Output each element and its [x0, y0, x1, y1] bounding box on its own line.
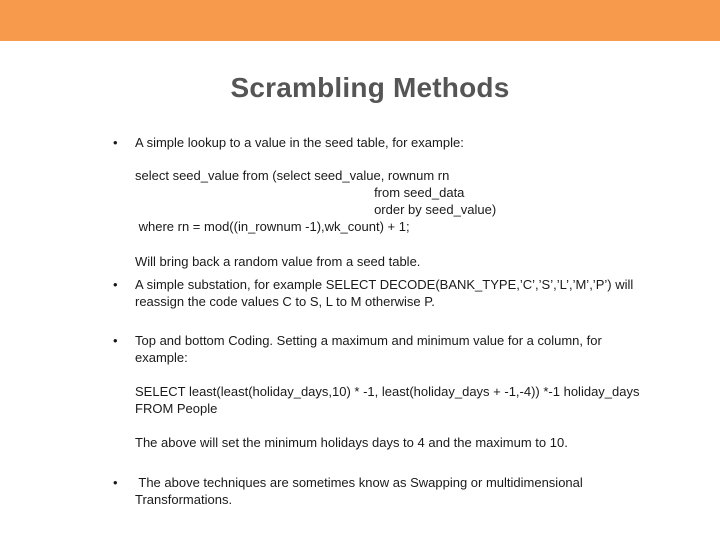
bullet-text-substitution	[135, 276, 633, 310]
bullet-text-lookup: A simple lookup to a value in the seed table, for example:	[135, 135, 464, 150]
bullet-marker: •	[113, 277, 118, 292]
code-line: where rn = mod((in_rownum -1),wk_count) + 1;	[135, 219, 410, 234]
text-line: reassign the code values C to S, L to M otherwise P.	[135, 294, 435, 309]
bullet-marker: •	[113, 333, 118, 348]
select-statement	[135, 383, 640, 417]
text-line: FROM People	[135, 401, 218, 416]
text-line: SELECT least(least(holiday_days,10) * -1, least(holiday_days + -1,-4)) *-1 holiday_days	[135, 384, 640, 399]
text-line: example:	[135, 350, 188, 365]
code-block	[135, 167, 496, 235]
bullet-marker: •	[113, 475, 118, 490]
header-accent-bar	[0, 0, 720, 41]
bullet-text-techniques	[135, 474, 583, 508]
bring-back-text: Will bring back a random value from a seed table.	[135, 254, 421, 269]
text-line: The above techniques are sometimes know as Swapping or multidimensional	[135, 475, 583, 490]
code-line: from seed_data	[291, 185, 465, 200]
text-line: Transformations.	[135, 492, 233, 507]
bullet-marker: •	[113, 135, 118, 150]
slide-title: Scrambling Methods	[230, 72, 510, 103]
bullet-text-top-bottom	[135, 332, 602, 366]
text-line: Top and bottom Coding. Setting a maximum and minimum value for a column, for	[135, 333, 602, 348]
above-note-text: The above will set the minimum holidays days to 4 and the maximum to 10.	[135, 435, 568, 450]
code-line: order by seed_value)	[291, 202, 497, 217]
code-line: select seed_value from (select seed_value, rownum rn	[135, 168, 450, 183]
text-line: A simple substation, for example SELECT DECODE(BANK_TYPE,’C’,’S’,’L’,’M’,’P’) will	[135, 277, 634, 292]
